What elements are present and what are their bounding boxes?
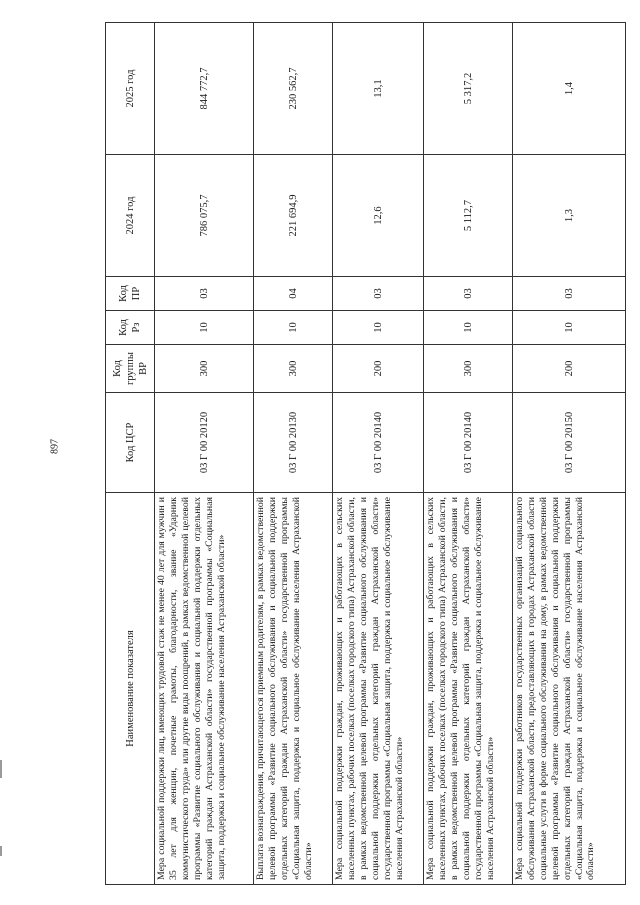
value-2025: 5 317,2 [424, 23, 513, 155]
value-2025: 1,4 [513, 23, 626, 155]
value-2024: 5 112,7 [424, 155, 513, 277]
value-2024: 1,3 [513, 155, 626, 277]
rz-code: 10 [155, 311, 254, 345]
header-csr: Код ЦСР [106, 393, 155, 493]
header-name: Наименование показателя [106, 493, 155, 885]
indicator-name: Мера социальной поддержки граждан, проживающих и работающих в сельских населенных пунктах, рабочих поселках (поселках городского типа) Астраханской области, в рамках ведомственной целевой программы «Развитие социального обслуживания и социальной поддержки отдельных категорий граждан Астраханской области» государственной программы «Социальная защита, поддержка и социальное обслуживание населения Астраханской области» [333, 493, 424, 885]
header-2025: 2025 год [106, 23, 155, 155]
indicator-name: Выплата вознаграждения, причитающегося приемным родителям, в рамках ведомственной целевой программы «Развитие социального обслуживания и социальной поддержки отдельных категорий граждан Астраханской области» государственной программы «Социальная защита, поддержка и социальное обслуживание населения Астраханской области» [254, 493, 333, 885]
indicator-name: Мера социальной поддержки граждан, проживающих и работающих в сельских населенных пунктах, рабочих поселках (поселках городского типа) Астраханской области, в рамках ведомственной целевой программы «Развитие социального обслуживания и социальной поддержки отдельных категорий граждан Астраханской области» государственной программы «Социальная защита, поддержка и социальное обслуживание населения Астраханской области» [424, 493, 513, 885]
table-row [424, 23, 513, 885]
table-row [254, 23, 333, 885]
header-row [106, 23, 155, 885]
table-row [155, 23, 254, 885]
pr-code: 03 [333, 277, 424, 311]
vr-code: 200 [333, 345, 424, 393]
value-2025: 13,1 [333, 23, 424, 155]
pr-code: 03 [513, 277, 626, 311]
value-2025: 230 562,7 [254, 23, 333, 155]
header-pr: Код ПР [106, 277, 155, 311]
pr-code: 03 [424, 277, 513, 311]
rz-code: 10 [513, 311, 626, 345]
value-2025: 844 772,7 [155, 23, 254, 155]
vr-code: 300 [254, 345, 333, 393]
csr-code: 03 Г 00 20120 [155, 393, 254, 493]
csr-code: 03 Г 00 20150 [513, 393, 626, 493]
value-2024: 12,6 [333, 155, 424, 277]
indicator-name: Мера социальной поддержки лиц, имеющих трудовой стаж не менее 40 лет для мужчин и 35 лет для женщин, почетные грамоты, благодарности, звание «Ударник коммунистического труда» или другие виды поощрений, в рамках ведомственной целевой программы «Развитие социального обслуживания и социальной поддержки отдельных категорий граждан Астраханской области» государственной программы «Социальная защита, поддержка и социальное обслуживание населения Астраханской области» [155, 493, 254, 885]
rotated-page [105, 23, 618, 885]
value-2024: 786 075,7 [155, 155, 254, 277]
csr-code: 03 Г 00 20130 [254, 393, 333, 493]
header-2024: 2024 год [106, 155, 155, 277]
pr-code: 03 [155, 277, 254, 311]
rz-code: 10 [424, 311, 513, 345]
budget-table [105, 22, 626, 885]
table-row [513, 23, 626, 885]
vr-code: 300 [424, 345, 513, 393]
header-rz: Код Рз [106, 311, 155, 345]
vr-code: 200 [513, 345, 626, 393]
scan-edge-mark [0, 846, 2, 856]
table-row [333, 23, 424, 885]
csr-code: 03 Г 00 20140 [333, 393, 424, 493]
page-number: 897 [49, 439, 61, 454]
pr-code: 04 [254, 277, 333, 311]
rz-code: 10 [333, 311, 424, 345]
value-2024: 221 694,9 [254, 155, 333, 277]
vr-code: 300 [155, 345, 254, 393]
scan-edge-mark [0, 760, 2, 778]
header-vr: Код группы ВР [106, 345, 155, 393]
indicator-name: Мера социальной поддержки работников государственных организаций социального обслуживания Астраханской области, предоставляющих в городах Астраханской области социальные услуги в форме социального обслуживания на дому, в рамках ведомственной целевой программы «Развитие социального обслуживания и социальной поддержки отдельных категорий граждан Астраханской области» государственной программы «Социальная защита, поддержка и социальное обслуживание населения Астраханской области» [513, 493, 626, 885]
csr-code: 03 Г 00 20140 [424, 393, 513, 493]
rz-code: 10 [254, 311, 333, 345]
